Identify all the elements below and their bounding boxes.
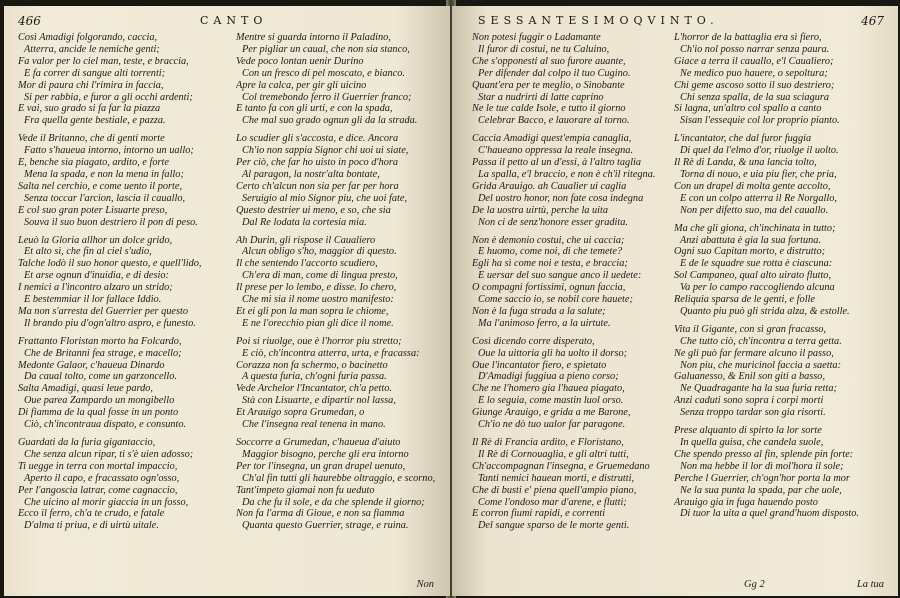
verse-line: E corron fiumi rapidi, e correnti (472, 508, 606, 520)
verse-line: Ne le tue calde Isole, e tutto il giorno (472, 103, 626, 115)
right-page-column-2 (674, 32, 879, 526)
signature-mark: Gg 2 (744, 579, 765, 590)
page-number: 466 (18, 14, 41, 28)
verse-line: Stà con Lisuarte, e dipartir nol lassa, (242, 395, 396, 407)
verse-line: Giace a terra il cauallo, e'l Caualiero; (674, 55, 834, 67)
verse-line: Oue parea Zampardo un mongibello (24, 395, 175, 407)
verse-line: Quanta questo Guerrier, strage, e ruina. (242, 520, 409, 532)
verse-line: Salta Amadigi, quasi leue pardo, (18, 383, 154, 395)
verse-line: E ciò, ch'incontra atterra, urta, e fracassa: (242, 347, 420, 359)
verse-line: Ch'io nol posso narrar senza paura. (680, 43, 830, 55)
verse-line: Apre la calca, per gir gli uicino (236, 79, 367, 91)
verse-line: Non ma hebbe il lor dì mol'hora il sole; (680, 460, 844, 472)
verse-line: E tanto fa con gli urti, e con la spada, (236, 103, 393, 115)
verse-line: Vita il Gigante, con sì gran fracasso, (674, 323, 826, 335)
verse-line: Et alto sì, che fin al ciel s'udio, (24, 246, 152, 258)
stanza (18, 336, 223, 431)
stanza (236, 32, 441, 127)
stanza (236, 133, 441, 228)
verse-line: Non fa l'arma di Gioue, e non sa fiamma (236, 508, 405, 520)
stanza (472, 437, 677, 532)
verse-line: In quella guisa, che candela suole, (680, 437, 824, 448)
verse-line: Ch'accompagnan l'insegna, e Gruemedano (472, 460, 650, 472)
verse-line: L'horror de la battaglia era sì fiero, (674, 32, 822, 43)
verse-line: Oue la uittoria gli ha uolto il dorso; (478, 347, 628, 359)
verse-line: D'Amadigi fuggiua a pieno corso; (478, 371, 619, 383)
verse-line: Lo scudier gli s'accosta, e dice. Ancora (236, 133, 399, 145)
running-title: CANTO (200, 14, 268, 27)
verse-line: Anzi caduti sono sopra i corpi morti (674, 395, 824, 407)
verse-line: I nemici a l'incontro alzaro un strido; (18, 282, 173, 294)
verse-line: Frattanto Floristan morto ha Folcardo, (18, 335, 182, 347)
stanza (674, 32, 879, 127)
verse-line: Del uostro honor, non fate cosa indegna (478, 192, 644, 204)
verse-line: Ogni suo Capitan morto, e distrutto; (674, 246, 826, 258)
verse-line: Che l'insegna real tenena in mano. (242, 419, 386, 431)
verse-line: Non piu, che muricinol faccia a saetta: (680, 359, 842, 371)
stanza (472, 32, 677, 127)
verse-line: Mentre si guarda intorno il Paladino, (236, 32, 391, 43)
verse-line: Di quel da l'elmo d'or, riuolge il uolto. (680, 145, 839, 157)
verse-line: Va per lo campo raccogliendo alcuna (680, 282, 835, 294)
verse-line: Vede Archelor l'Incantator, ch'a petto. (236, 383, 392, 395)
verse-line: Fa valor per lo ciel man, teste, e braccia, (18, 55, 189, 67)
stanza (18, 437, 223, 532)
left-page-column-1 (18, 32, 223, 538)
verse-line: Poi si riuolge, oue è l'horror piu stretto; (236, 335, 402, 347)
verse-line: Et Arauigo sopra Grumedan, o (236, 407, 365, 419)
right-page (452, 6, 898, 596)
verse-line: C'haueano oppressa la reale insegna. (478, 145, 634, 157)
left-page-column-2 (236, 32, 441, 538)
verse-line: E col suo gran poter Lisuarte preso, (18, 204, 168, 216)
verse-line: Il Rè di Francia ardito, e Floristano, (472, 437, 624, 448)
verse-line: Come saccio io, se nobil core hauete; (478, 294, 633, 306)
verse-line: Del sangue sparso de le morte genti. (478, 520, 630, 532)
verse-line: Et ei gli pon la man sopra le chiome, (236, 305, 389, 317)
verse-line: Che uicino al morir giaccia in un fosso, (24, 496, 189, 508)
verse-line: De la uostra uirtù, perche la uita (472, 204, 609, 216)
verse-line: E con un colpo atterra il Re Norgallo, (680, 192, 837, 204)
verse-line: Tanti nemici hauean morti, e distrutti, (478, 472, 635, 484)
verse-line: Per pigliar un caual, che non sia stanco, (242, 43, 410, 55)
verse-line: Non è la fuga strada a la salute; (472, 305, 606, 317)
verse-line: Reliquia sparsa de le genti, e folle (674, 294, 815, 306)
stanza (674, 425, 879, 520)
verse-line: Ch'io ne dò tuo ualor far paragone. (478, 419, 626, 431)
verse-line: Il prese per lo lembo, e disse. Io chero, (236, 282, 397, 294)
right-page-column-1 (472, 32, 677, 538)
verse-line: Talche lodò il suo honor questo, e quell'lido, (18, 258, 202, 270)
verse-line: Giunge Arauigo, e grida a me Barone, (472, 407, 631, 419)
verse-line: Il Rè di Cornouaglia, e gli altri tutti, (478, 448, 629, 460)
verse-line: Sol Campaneo, qual alto uirato flutto, (674, 270, 832, 282)
verse-line: Fatto s'haueua intorno, intorno un uallo; (24, 145, 194, 157)
verse-line: Quant'era per te meglio, o Sinobante (472, 79, 625, 91)
verse-line: Aperto il capo, e fracassato ogn'osso, (24, 472, 180, 484)
page-number: 467 (861, 14, 884, 28)
verse-line: Anzi abattuta è gia la sua fortuna. (680, 234, 822, 246)
verse-line: Che de Britanni fea strage, e macello; (24, 347, 182, 359)
verse-line: Maggior bisogno, perche gli era intorno (242, 448, 409, 460)
verse-line: E bestemmiar il lor fallace Iddio. (24, 294, 162, 306)
verse-line: Ne gli può far fermare alcuno il passo, (674, 347, 834, 359)
verse-line: E vai, suo grado si fa far la piazza (18, 103, 161, 115)
verse-line: L'incantator, che dal furor fuggia (674, 133, 812, 145)
verse-line: Senza troppo tardar son gia risorti. (680, 407, 826, 419)
stanza (18, 133, 223, 228)
verse-line: Ne Quadragante ha la sua furia retta; (680, 383, 837, 395)
verse-line: Ch'era di man, come di lingua presto, (242, 270, 398, 282)
verse-line: Prese alquanto di spirto la lor sorte (674, 425, 822, 437)
verse-line: Oue l'incantator fiero, e spietato (472, 359, 607, 371)
verse-line: Alcun obligo s'ho, maggior di questo. (242, 246, 397, 258)
verse-line: Quanto piu può gli strida alza, & estolle. (680, 305, 850, 317)
verse-line: E lo seguia, come mastin luol orso. (478, 395, 624, 407)
verse-line: Seruigio al mio Signor piu, che uoi fate, (242, 192, 408, 204)
verse-line: Il che sentendo l'accorto scudiero, (236, 258, 378, 270)
verse-line: Certo ch'alcun non sia per far per hora (236, 180, 399, 192)
verse-line: Salta nel cerchio, e come uento il porte, (18, 180, 183, 192)
verse-line: Che senza alcun ripar, ti s'è uien adosso; (24, 448, 194, 460)
verse-line: Chi senza spalla, de la sua sciagura (680, 91, 830, 103)
verse-line: Mena la spada, e non la mena in fallo; (24, 168, 184, 180)
stanza (18, 235, 223, 330)
stanza (472, 133, 677, 228)
verse-line: D'alma ti priua, e di uirtù uitale. (24, 520, 159, 532)
verse-line: Celebrar Bacco, e lauorare al torno. (478, 115, 630, 127)
verse-line: Al paragon, la nostr'alta bontate, (242, 168, 380, 180)
verse-line: Egli ha sì come noi e testa, e braccia; (472, 258, 628, 270)
verse-line: Per ciò, che far ho uisto in poco d'hora (236, 157, 399, 169)
verse-line: Questo destrier ui meno, e so, che sia (236, 204, 391, 216)
verse-line: Grida Arauigo. ah Caualier ui caglia (472, 180, 627, 192)
verse-line: Leuò la Gloria allhor un dolce grido, (18, 234, 173, 246)
verse-line: A questa furia, ch'ogni furia passa. (242, 371, 387, 383)
verse-line: E huomo, come noi, di che temete? (478, 246, 623, 258)
verse-line: Con un drapel di molta gente accolto, (674, 180, 831, 192)
verse-line: Mor di paura chi l'rimira in faccia, (18, 79, 164, 91)
verse-line: Ch'io non sappia Signor chi uoi ui siate, (242, 145, 409, 157)
verse-line: Ch'al fin tutti gli haurebbe oltraggio, e scorno, (242, 472, 436, 484)
catchword: La tua (856, 579, 884, 590)
verse-line: Che mi sia il nome uostro manifesto: (242, 294, 394, 306)
verse-line: Ma non s'arresta del Guerrier per questo (18, 305, 188, 317)
verse-line: Soccorre a Grumedan, c'haueua d'aiuto (236, 437, 401, 448)
verse-line: Tant'impeto giamai non fu ueduto (236, 484, 375, 496)
verse-line: Da caual tolto, come un garzoncello. (24, 371, 178, 383)
verse-line: Non per difetto suo, ma del cauallo. (680, 204, 829, 216)
verse-line: Fra quella gente bestiale, e pazza. (24, 115, 166, 127)
stanza (18, 32, 223, 127)
verse-line: Non è demonio costui, che ui caccia; (472, 234, 625, 246)
verse-line: Guardati da la furia gigantaccio, (18, 437, 156, 448)
stanza (236, 336, 441, 431)
verse-line: Souva il suo buon destriero il pon di peso. (24, 216, 198, 228)
left-page (4, 6, 450, 596)
verse-line: Col tremebondo ferro il Guerrier franco; (242, 91, 412, 103)
verse-line: Come l'ondoso mar d'arene, e flutti; (478, 496, 627, 508)
stanza (674, 133, 879, 216)
verse-line: Che spendo presso al fin, splende pin forte: (674, 448, 854, 460)
verse-line: Non potesi fuggir o Ladamante (472, 32, 601, 43)
stanza (674, 223, 879, 318)
catchword: Non (416, 579, 434, 590)
stanza (472, 235, 677, 330)
running-title: SESSANTESIMOQVINTO. (478, 14, 719, 27)
verse-line: Ne medico puo hauere, o sepoltura; (680, 67, 828, 79)
verse-line: Ah Durin, gli rispose il Caualiero (236, 234, 376, 246)
verse-line: E fa correr di sangue alti torrenti; (24, 67, 166, 79)
verse-line: Torna di nouo, e uia piu fier, che pria, (680, 168, 837, 180)
verse-line: Il Rè di Landa, & una lancia tolto, (674, 157, 817, 169)
verse-line: Che s'opponesti al suo furore auante, (472, 55, 626, 67)
stanza (674, 324, 879, 419)
verse-line: Che di busti e' piena quell'ampio piano, (472, 484, 637, 496)
verse-line: Il furor di costui, ne tu Caluino, (478, 43, 610, 55)
verse-line: O compagni fortissimi, ognun faccia, (472, 282, 626, 294)
verse-line: E, benche sia piagato, ardito, e forte (18, 157, 169, 169)
verse-line: Con un fresco di pel moscato, e bianco. (242, 67, 405, 79)
verse-line: Si lagna, un'altro col spallo a canto (674, 103, 822, 115)
stanza (236, 437, 441, 532)
verse-line: Per difender dal colpo il tuo Cugino. (478, 67, 631, 79)
verse-line: Medonte Galaor, c'haueua Dinardo (18, 359, 165, 371)
verse-line: Per tor l'insegna, un gran drapel uenuto, (236, 460, 406, 472)
verse-line: E uersar del suo sangue anco il uedete: (478, 270, 642, 282)
verse-line: Di tuor la uita a quel grand'huom disposto. (680, 508, 859, 520)
verse-line: Caccia Amadigi quest'empia canaglia, (472, 133, 632, 145)
verse-line: Il brando piu d'ogn'altro aspro, e funesto. (24, 317, 196, 329)
verse-line: Ciò, ch'incontraua dispato, e consunto. (24, 419, 187, 431)
verse-line: Ne la sua punta la spada, par che uole, (680, 484, 842, 496)
verse-line: Che tutto ciò, ch'incontra a terra getta. (680, 335, 842, 347)
verse-line: Corazza non fa schermo, o bacinetto (236, 359, 388, 371)
verse-line: Così dicendo corre disperato, (472, 335, 595, 347)
verse-line: Vede poco lontan uenir Durino (236, 55, 364, 67)
verse-line: Star a nudrirti di latte caprino (478, 91, 604, 103)
verse-line: E de le squadre sue rotta è ciascuna: (680, 258, 833, 270)
verse-line: Vede il Britanno, che di genti morte (18, 133, 165, 145)
verse-line: Perche l Guerrier, ch'ogn'hor porta la mor (674, 472, 850, 484)
stanza (236, 235, 441, 330)
verse-line: Che ne l'homero gia l'hauea piagato, (472, 383, 625, 395)
verse-line: Non ci de senz'honore esser gradita. (478, 216, 628, 228)
verse-line: Così Amadigi folgorando, caccia, (18, 32, 158, 43)
verse-line: Ecco il ferro, ch'a te crudo, e fatale (18, 508, 165, 520)
verse-line: Dal Re lodata la cortesia mia. (242, 216, 367, 228)
verse-line: Si per rabbia, e furor a gli occhi ardenti; (24, 91, 193, 103)
verse-line: Che mal suo grado ognun gli da la strada. (242, 115, 418, 127)
stanza (472, 336, 677, 431)
verse-line: Et arse ognun d'inuidia, e di desio: (24, 270, 169, 282)
verse-line: Senza toccar l'arcion, lascia il cauallo, (24, 192, 186, 204)
verse-line: Ti uegge in terra con mortal impaccio, (18, 460, 178, 472)
verse-line: Chi geme ascoso sotto il suo destriero; (674, 79, 835, 91)
verse-line: Ma l'animoso ferro, a la uirtute. (478, 317, 611, 329)
verse-line: Da che fu il sole, e da che splende il giorno; (242, 496, 425, 508)
verse-line: Galuanesso, & Enil son giti a basso, (674, 371, 826, 383)
verse-line: Arauigo gia in fuga hauendo posto (674, 496, 818, 508)
verse-line: Per l'angoscia latrar, come cagnaccio, (18, 484, 178, 496)
verse-line: Sisan l'essequie col lor proprio pianto. (680, 115, 840, 127)
verse-line: Di fiamma de la qual fosse in un ponto (18, 407, 179, 419)
verse-line: La spalla, e'l braccio, e non è ch'il ritegna. (478, 168, 656, 180)
verse-line: Passa il petto al un d'essi, à l'altro taglia (472, 157, 642, 169)
verse-line: Atterra, ancide le nemiche genti; (24, 43, 160, 55)
verse-line: E ne l'orecchio pian gli dice il nome. (242, 317, 394, 329)
verse-line: Ma che gli giona, ch'inchinata in tutto; (674, 222, 836, 234)
